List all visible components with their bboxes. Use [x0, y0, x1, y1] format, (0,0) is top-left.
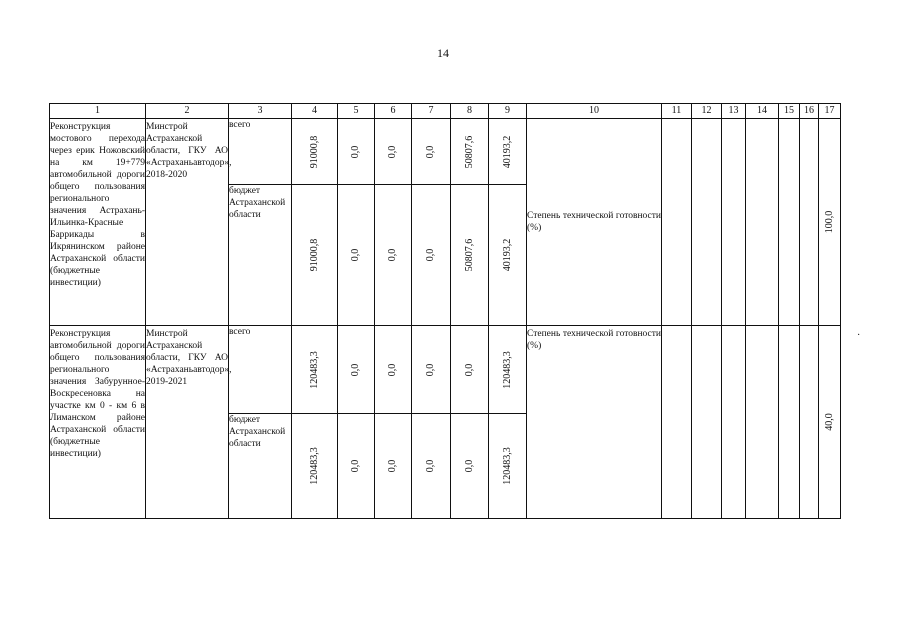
project-name: Реконструкция мостового перехода через ерик Ножовский на км 19+779 автомобильной дороги общего пользования регионального значения Астрахань-Ильинка-Красные Баррикады в Икрянинском районе Астраханской области (бюджетные инвестиции) — [50, 119, 146, 326]
indicator: Степень технической готовности (%) — [527, 326, 662, 519]
value-cell — [819, 326, 841, 519]
value-cell — [412, 119, 451, 185]
value-cell — [489, 326, 527, 414]
value-cell — [292, 185, 338, 326]
column-header: 3 — [229, 104, 292, 119]
value-cell — [489, 119, 527, 185]
empty-cell — [746, 119, 779, 326]
value-text: 120483,3 — [308, 350, 320, 389]
value-text: 120483,3 — [501, 350, 513, 389]
value-cell — [375, 185, 412, 326]
column-header: 2 — [146, 104, 229, 119]
column-header: 17 — [819, 104, 841, 119]
value-text: 0,0 — [387, 145, 398, 158]
table-row — [50, 119, 841, 185]
value-cell — [375, 119, 412, 185]
empty-cell — [662, 119, 692, 326]
indicator: Степень технической готовности (%) — [527, 119, 662, 326]
empty-cell — [779, 326, 800, 519]
value-cell — [489, 185, 527, 326]
target-value: 100,0 — [823, 210, 835, 234]
value-text: 0,0 — [425, 248, 436, 262]
empty-cell — [692, 119, 722, 326]
funding-source: всего — [229, 119, 292, 185]
empty-cell — [800, 326, 819, 519]
value-text: 0,0 — [387, 248, 398, 262]
column-header: 4 — [292, 104, 338, 119]
value-text: 0,0 — [350, 363, 361, 376]
value-cell — [338, 119, 375, 185]
empty-cell — [746, 326, 779, 519]
value-text: 120483,3 — [501, 447, 513, 485]
value-text: 40193,2 — [501, 135, 513, 168]
column-header: 15 — [779, 104, 800, 119]
column-header: 8 — [451, 104, 489, 119]
value-text: 120483,3 — [308, 447, 320, 485]
value-cell — [338, 414, 375, 519]
column-header: 5 — [338, 104, 375, 119]
header-row — [50, 104, 841, 119]
value-text: 0,0 — [350, 248, 361, 262]
executor: Минстрой Астраханской области, ГКУ АО «Астраханьавтодор», 2019-2021 — [146, 326, 229, 519]
value-text: 0,0 — [350, 459, 361, 473]
column-header: 9 — [489, 104, 527, 119]
column-header: 1 — [50, 104, 146, 119]
value-cell — [292, 414, 338, 519]
funding-source: бюджет Астраханской области — [229, 185, 292, 326]
value-text: 0,0 — [350, 145, 361, 158]
value-text: 40193,2 — [501, 238, 513, 272]
value-cell — [412, 326, 451, 414]
column-header: 16 — [800, 104, 819, 119]
funding-source: всего — [229, 326, 292, 414]
value-cell — [451, 185, 489, 326]
value-text: 0,0 — [425, 459, 436, 473]
value-cell — [338, 185, 375, 326]
column-header: 12 — [692, 104, 722, 119]
value-text: 50807,6 — [463, 135, 475, 168]
empty-cell — [662, 326, 692, 519]
empty-cell — [779, 119, 800, 326]
stray-mark: · — [857, 330, 861, 341]
value-text: 91000,8 — [308, 135, 320, 168]
value-cell — [375, 326, 412, 414]
value-text: 0,0 — [463, 363, 475, 376]
value-text: 0,0 — [463, 459, 475, 473]
value-cell — [338, 326, 375, 414]
table-row — [50, 326, 841, 414]
value-text: 0,0 — [387, 363, 398, 376]
value-cell — [451, 119, 489, 185]
funding-source: бюджет Астраханской области — [229, 414, 292, 519]
page-number: 14 — [437, 46, 449, 60]
executor: Минстрой Астраханской области, ГКУ АО «Астраханьавтодор», 2018-2020 — [146, 119, 229, 326]
value-cell — [412, 414, 451, 519]
empty-cell — [722, 326, 746, 519]
value-text: 0,0 — [387, 459, 398, 473]
value-cell — [451, 326, 489, 414]
column-header: 6 — [375, 104, 412, 119]
column-header: 7 — [412, 104, 451, 119]
empty-cell — [722, 119, 746, 326]
column-header: 10 — [527, 104, 662, 119]
value-cell — [375, 414, 412, 519]
empty-cell — [800, 119, 819, 326]
value-text: 50807,6 — [463, 238, 475, 272]
value-cell — [451, 414, 489, 519]
project-name: Реконструкция автомобильной дороги общего пользования регионального значения Забурунное-Воскресеновка на участке км 0 - км 6 в Лиманском районе Астраханской области (бюджетные инвестиции) — [50, 326, 146, 519]
value-cell — [819, 119, 841, 326]
value-text: 0,0 — [425, 145, 436, 158]
target-value: 40,0 — [823, 413, 835, 431]
column-header: 11 — [662, 104, 692, 119]
value-cell — [292, 326, 338, 414]
column-header: 14 — [746, 104, 779, 119]
empty-cell — [692, 326, 722, 519]
column-header: 13 — [722, 104, 746, 119]
value-cell — [412, 185, 451, 326]
value-text: 91000,8 — [308, 238, 320, 272]
value-cell — [489, 414, 527, 519]
value-text: 0,0 — [425, 363, 436, 376]
program-table — [49, 103, 841, 519]
value-cell — [292, 119, 338, 185]
